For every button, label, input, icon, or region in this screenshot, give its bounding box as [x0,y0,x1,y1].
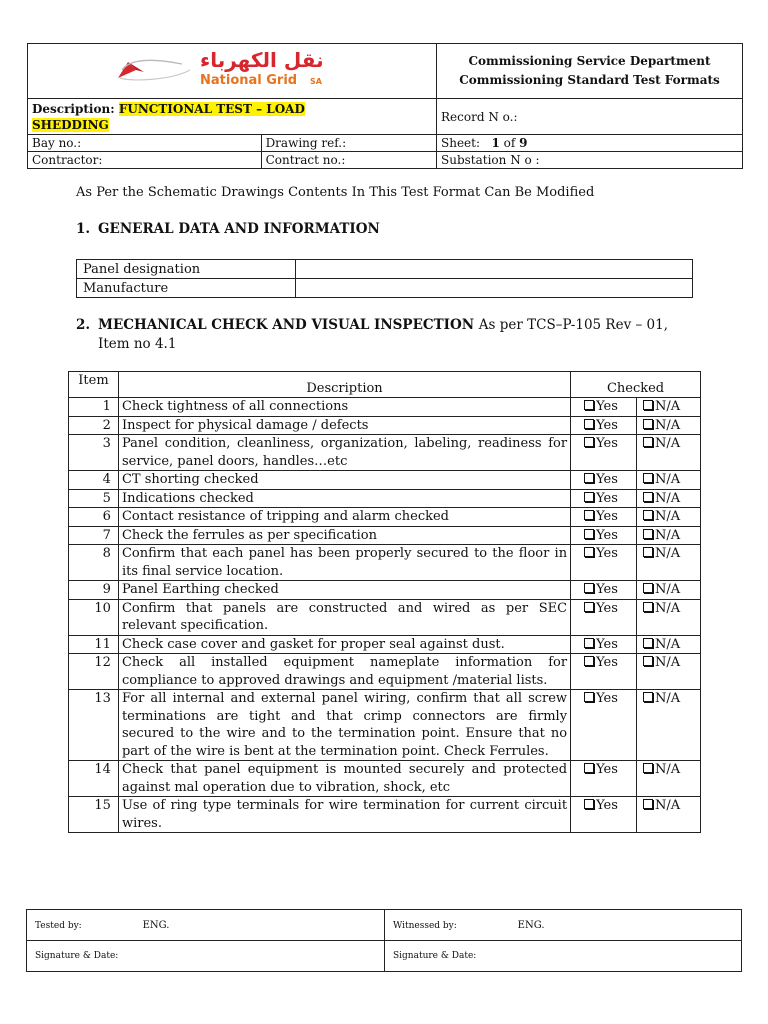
inspection-row [69,489,701,508]
item-number: 12 [69,654,119,690]
na-label: N/A [655,762,681,777]
yes-label: Yes [596,399,618,414]
yes-label: Yes [596,655,618,670]
item-description: Check the ferrules as per specification [118,526,570,545]
section-1-title: GENERAL DATA AND INFORMATION [98,221,380,237]
witnessed-by-label: Witnessed by: [393,920,457,931]
checkbox-icon[interactable] [584,510,594,520]
item-number: 8 [69,545,119,581]
general-value-field[interactable] [296,260,693,279]
checkbox-icon[interactable] [584,547,594,557]
tested-by-cell[interactable] [27,910,385,941]
format-title: Commissioning Standard Test Formats [459,73,720,87]
item-description: Panel condition, cleanliness, organization, labeling, readiness for service, panel doors, handles…etc [118,435,570,471]
checkbox-icon[interactable] [584,799,594,809]
item-number: 13 [69,690,119,761]
yes-checkbox[interactable] [571,581,637,600]
item-number: 11 [69,635,119,654]
section-2-reference: As per TCS–P-105 Rev – 01, [478,317,669,333]
inspection-row [69,761,701,797]
description-value-line1: FUNCTIONAL TEST – LOAD [118,101,305,116]
checkbox-icon[interactable] [584,419,594,429]
inspection-row [69,471,701,490]
item-description: Use of ring type terminals for wire termination for current circuit wires. [118,797,570,833]
item-number: 14 [69,761,119,797]
na-label: N/A [655,655,681,670]
item-number: 7 [69,526,119,545]
checked-column-header: Checked [571,372,701,398]
bay-no-field[interactable]: Bay no.: [28,135,262,152]
inspection-header-row [69,372,701,398]
yes-checkbox[interactable] [571,398,637,417]
checkbox-icon[interactable] [643,437,653,447]
na-label: N/A [655,527,681,543]
modification-note: As Per the Schematic Drawings Contents In This Test Format Can Be Modified [76,185,595,200]
department-cell [437,44,743,99]
checkbox-icon[interactable] [643,492,653,502]
inspection-row [69,599,701,635]
na-label: N/A [655,600,681,616]
na-label: N/A [655,417,681,433]
item-description: For all internal and external panel wiring, confirm that all screw terminations are tight and that crimp connectors are firmly secured to the wire and to the termination point. Ensure that no part of the wire is bent at the termination point. Check Ferrules. [118,690,570,761]
na-checkbox[interactable] [637,489,701,508]
checkbox-icon[interactable] [643,400,653,410]
yes-checkbox[interactable] [571,416,637,435]
tested-by-eng: ENG. [142,919,170,931]
general-row [77,260,693,279]
checkbox-icon[interactable] [643,510,653,520]
contract-no-field[interactable]: Contract no.: [261,152,436,169]
checkbox-icon[interactable] [643,656,653,666]
inspection-row [69,797,701,833]
item-number: 5 [69,489,119,508]
checkbox-icon[interactable] [643,419,653,429]
drawing-ref-field[interactable]: Drawing ref.: [261,135,436,152]
item-number: 15 [69,797,119,833]
general-data-table [76,259,693,298]
na-label: N/A [655,691,681,706]
inspection-row [69,654,701,690]
item-number: 3 [69,435,119,471]
tested-signature-field[interactable]: Signature & Date: [27,941,385,972]
general-label: Manufacture [77,279,296,298]
signoff-table [26,909,742,972]
header-table [27,43,743,169]
yes-checkbox[interactable] [571,526,637,545]
inspection-row [69,635,701,654]
national-grid-logo [32,46,432,96]
checkbox-icon[interactable] [584,400,594,410]
item-number: 6 [69,508,119,527]
item-description: Contact resistance of tripping and alarm checked [118,508,570,527]
item-description: CT shorting checked [118,471,570,490]
item-number: 9 [69,581,119,600]
inspection-row [69,416,701,435]
na-checkbox[interactable] [637,471,701,490]
na-label: N/A [655,509,681,524]
logo-english-text: National Grid [200,73,298,88]
inspection-row [69,545,701,581]
na-checkbox[interactable] [637,435,701,471]
witnessed-by-eng: ENG. [517,919,545,931]
checkbox-icon[interactable] [643,547,653,557]
yes-label: Yes [596,798,618,813]
section-2-reference-item: Item no 4.1 [98,336,177,352]
item-description: Confirm that panels are constructed and wired as per SEC relevant specification. [118,599,570,635]
na-checkbox[interactable] [637,398,701,417]
checkbox-icon[interactable] [643,583,653,593]
sheet-of: of [503,136,516,150]
checkbox-icon[interactable] [643,638,653,648]
yes-checkbox[interactable] [571,545,637,581]
description-label: Description: [32,101,115,116]
checkbox-icon[interactable] [584,492,594,502]
yes-label: Yes [596,691,618,706]
na-checkbox[interactable] [637,526,701,545]
yes-checkbox[interactable] [571,690,637,761]
item-description: Check case cover and gasket for proper seal against dust. [118,635,570,654]
yes-label: Yes [596,436,618,451]
inspection-row [69,526,701,545]
checkbox-icon[interactable] [584,437,594,447]
checkbox-icon[interactable] [584,602,594,612]
item-description: Confirm that each panel has been properly secured to the floor in its final service location. [118,545,570,581]
logo-arabic-text: نقل الكهرباء [200,48,324,72]
item-number: 4 [69,471,119,490]
yes-checkbox[interactable] [571,654,637,690]
logo-cell [28,44,437,99]
sheet-number: 1 [491,136,500,150]
yes-label: Yes [596,636,618,652]
inspection-row [69,398,701,417]
yes-label: Yes [596,509,618,524]
na-label: N/A [655,490,681,506]
na-label: N/A [655,546,681,561]
general-value-field[interactable] [296,279,693,298]
na-checkbox[interactable] [637,797,701,833]
item-description: Indications checked [118,489,570,508]
general-row [77,279,693,298]
item-number: 2 [69,416,119,435]
witnessed-by-cell[interactable] [385,910,742,941]
item-description: Panel Earthing checked [118,581,570,600]
checkbox-icon[interactable] [643,692,653,702]
yes-checkbox[interactable] [571,435,637,471]
checkbox-icon[interactable] [643,473,653,483]
yes-checkbox[interactable] [571,635,637,654]
yes-label: Yes [596,417,618,433]
checkbox-icon[interactable] [584,638,594,648]
sheet-label: Sheet: [441,136,481,150]
na-label: N/A [655,636,681,652]
description-column-header: Description [118,372,570,398]
yes-label: Yes [596,582,618,597]
yes-checkbox[interactable] [571,599,637,635]
contractor-field[interactable]: Contractor: [28,152,262,169]
section-1-number: 1. [76,221,91,237]
section-2-title: MECHANICAL CHECK AND VISUAL INSPECTION [98,317,475,333]
general-label: Panel designation [77,260,296,279]
inspection-row [69,581,701,600]
yes-label: Yes [596,762,618,777]
logo-suffix-text: SA [310,77,322,86]
item-column-header: Item [69,372,119,398]
tested-by-label: Tested by: [35,920,82,931]
sheet-field [437,135,743,152]
checkbox-icon[interactable] [643,799,653,809]
na-checkbox[interactable] [637,508,701,527]
na-checkbox[interactable] [637,416,701,435]
sheet-total: 9 [519,136,528,150]
inspection-row [69,508,701,527]
checkbox-icon[interactable] [584,583,594,593]
item-description: Check all installed equipment nameplate information for compliance to approved drawings and equipment /material lists. [118,654,570,690]
witness-signature-field[interactable]: Signature & Date: [385,941,742,972]
item-description: Check that panel equipment is mounted securely and protected against mal operation due to vibration, shock, etc [118,761,570,797]
section-2-heading [76,316,716,354]
na-label: N/A [655,436,681,451]
yes-label: Yes [596,600,618,616]
inspection-row [69,690,701,761]
na-checkbox[interactable] [637,599,701,635]
yes-label: Yes [596,546,618,561]
description-value-line2: SHEDDING [32,117,109,132]
item-number: 10 [69,599,119,635]
na-checkbox[interactable] [637,545,701,581]
checkbox-icon[interactable] [584,529,594,539]
checkbox-icon[interactable] [643,602,653,612]
yes-label: Yes [596,472,618,487]
yes-label: Yes [596,490,618,506]
description-cell [28,99,437,135]
section-1-heading [76,221,380,237]
yes-checkbox[interactable] [571,489,637,508]
substation-no-field[interactable]: Substation N o : [437,152,743,169]
yes-checkbox[interactable] [571,761,637,797]
na-checkbox[interactable] [637,635,701,654]
na-checkbox[interactable] [637,654,701,690]
item-description: Check tightness of all connections [118,398,570,417]
na-label: N/A [655,472,681,487]
inspection-row [69,435,701,471]
record-no-field[interactable]: Record N o.: [437,99,743,135]
department-title: Commissioning Service Department [468,54,711,68]
checkbox-icon[interactable] [584,692,594,702]
section-2-number: 2. [76,317,91,333]
checkbox-icon[interactable] [584,473,594,483]
checkbox-icon[interactable] [643,763,653,773]
item-number: 1 [69,398,119,417]
inspection-table [68,371,701,833]
na-checkbox[interactable] [637,581,701,600]
na-checkbox[interactable] [637,761,701,797]
yes-label: Yes [596,527,618,543]
na-label: N/A [655,399,681,414]
na-label: N/A [655,582,681,597]
item-description: Inspect for physical damage / defects [118,416,570,435]
checkbox-icon[interactable] [643,529,653,539]
checkbox-icon[interactable] [584,763,594,773]
checkbox-icon[interactable] [584,656,594,666]
yes-checkbox[interactable] [571,471,637,490]
yes-checkbox[interactable] [571,508,637,527]
yes-checkbox[interactable] [571,797,637,833]
na-checkbox[interactable] [637,690,701,761]
na-label: N/A [655,798,681,813]
